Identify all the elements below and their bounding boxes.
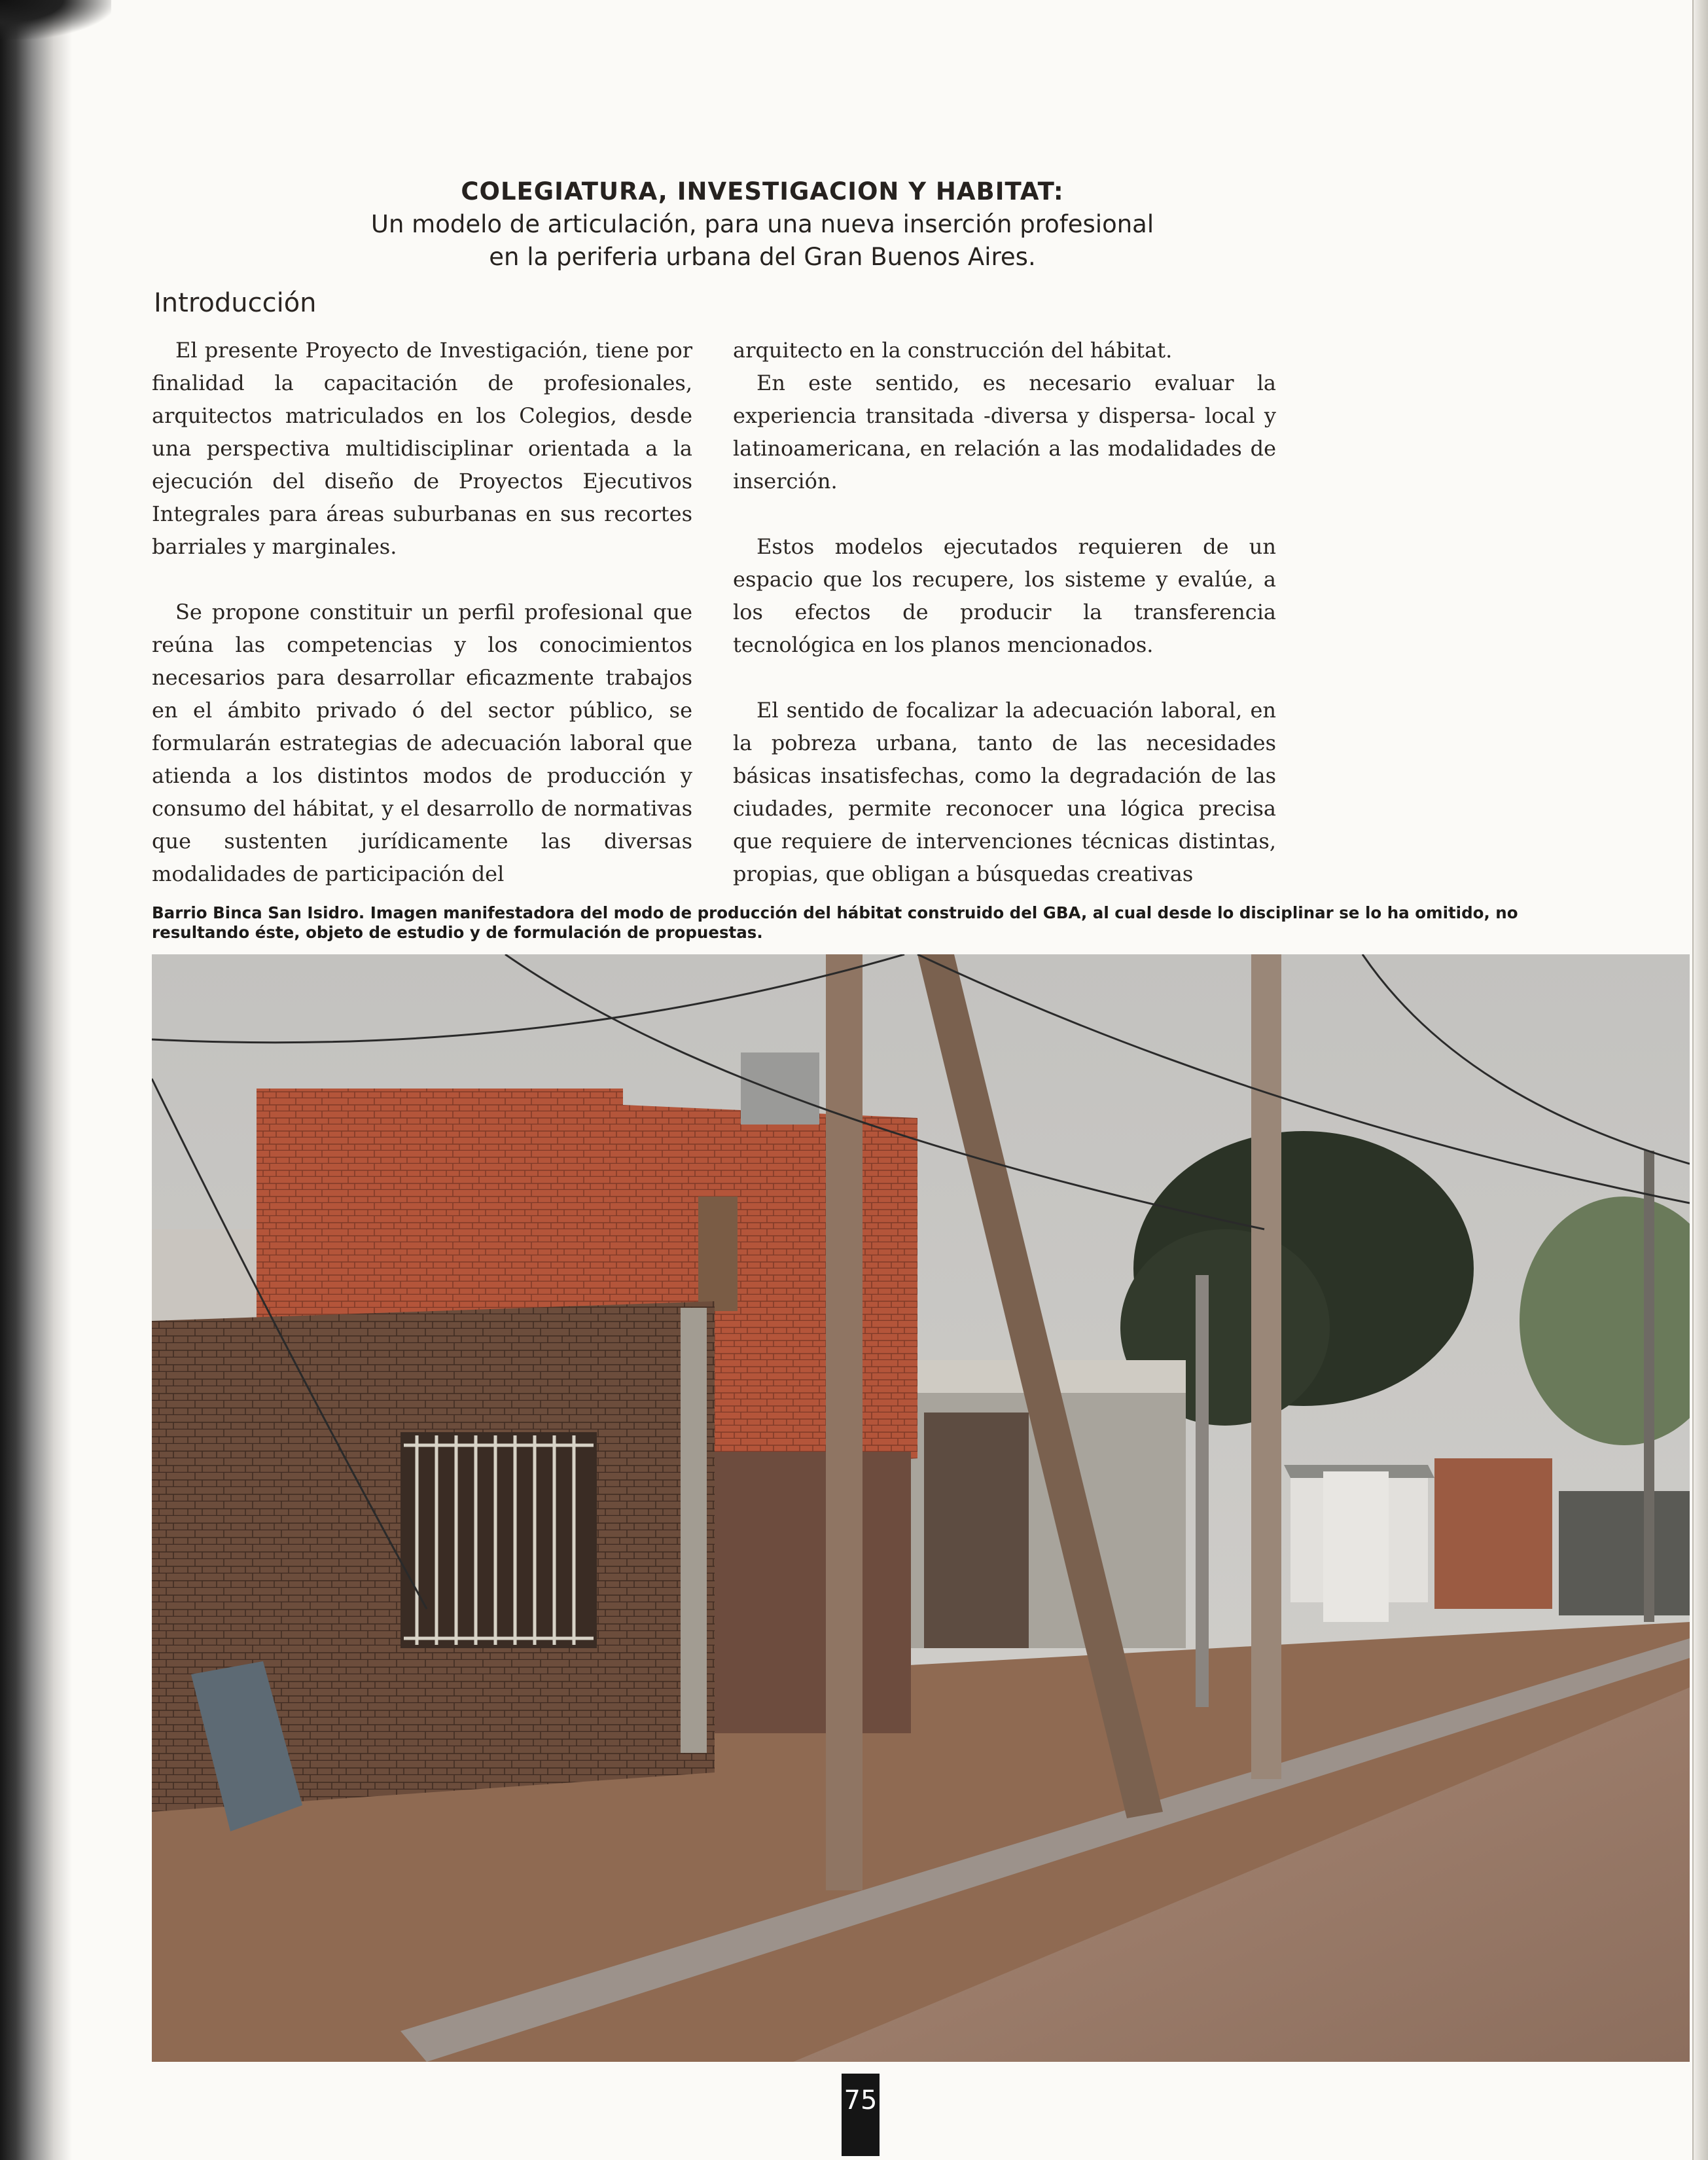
page-edge <box>1692 0 1708 2160</box>
paragraph: En este sentido, es necesario evaluar la experiencia transitada -diversa y dispersa- local y latinoamericana, en relación a las modalidades de inserción. <box>733 370 1276 494</box>
text-column-left <box>152 334 692 890</box>
book-spine-corner <box>0 0 111 39</box>
paragraph: El presente Proyecto de Investigación, tiene por finalidad la capacitación de profesionales, arquitectos matriculados en los Colegios, desde una perspectiva multidisciplinar orientada a la ejecución del diseño de Proyectos Ejecutivos Integrales para áreas suburbanas en sus recortes barriales y marginales. <box>152 338 692 559</box>
paragraph: Estos modelos ejecutados requieren de un espacio que los recupere, los sisteme y evalúe, a los efectos de producir la transferencia tecnológica en los planos mencionados. <box>733 534 1276 657</box>
section-heading: Introducción <box>154 288 317 318</box>
title-subtitle-line1: Un modelo de articulación, para una nueva inserción profesional <box>370 210 1154 238</box>
article-title <box>249 175 1276 274</box>
street-photo <box>152 954 1690 2062</box>
page-number: 75 <box>842 2074 880 2156</box>
book-spine-shadow <box>0 0 72 2160</box>
text-column-right <box>733 334 1276 890</box>
photo-caption: Barrio Binca San Isidro. Imagen manifestadora del modo de producción del hábitat construido del GBA, al cual desde lo disciplinar se lo ha omitido, no resultando éste, objeto de estudio y de formulación de propuestas. <box>152 903 1518 942</box>
title-main: COLEGIATURA, INVESTIGACION Y HABITAT: <box>461 177 1064 206</box>
paragraph: arquitecto en la construcción del hábitat. <box>733 338 1173 363</box>
paragraph: El sentido de focalizar la adecuación laboral, en la pobreza urbana, tanto de las necesidades básicas insatisfechas, como la degradación de las ciudades, permite reconocer una lógica precisa que requiere de intervenciones técnicas distintas, propias, que obligan a búsquedas creativas <box>733 698 1276 886</box>
paragraph: Se propone constituir un perfil profesional que reúna las competencias y los conocimientos necesarios para desarrollar eficazmente trabajos en el ámbito privado ó del sector público, se formularán estrategias de adecuación laboral que atienda a los distintos modos de producción y consumo del hábitat, y el desarrollo de normativas que sustenten jurídicamente las diversas modalidades de participación del <box>152 600 692 886</box>
title-subtitle-line2: en la periferia urbana del Gran Buenos Aires. <box>489 243 1036 271</box>
